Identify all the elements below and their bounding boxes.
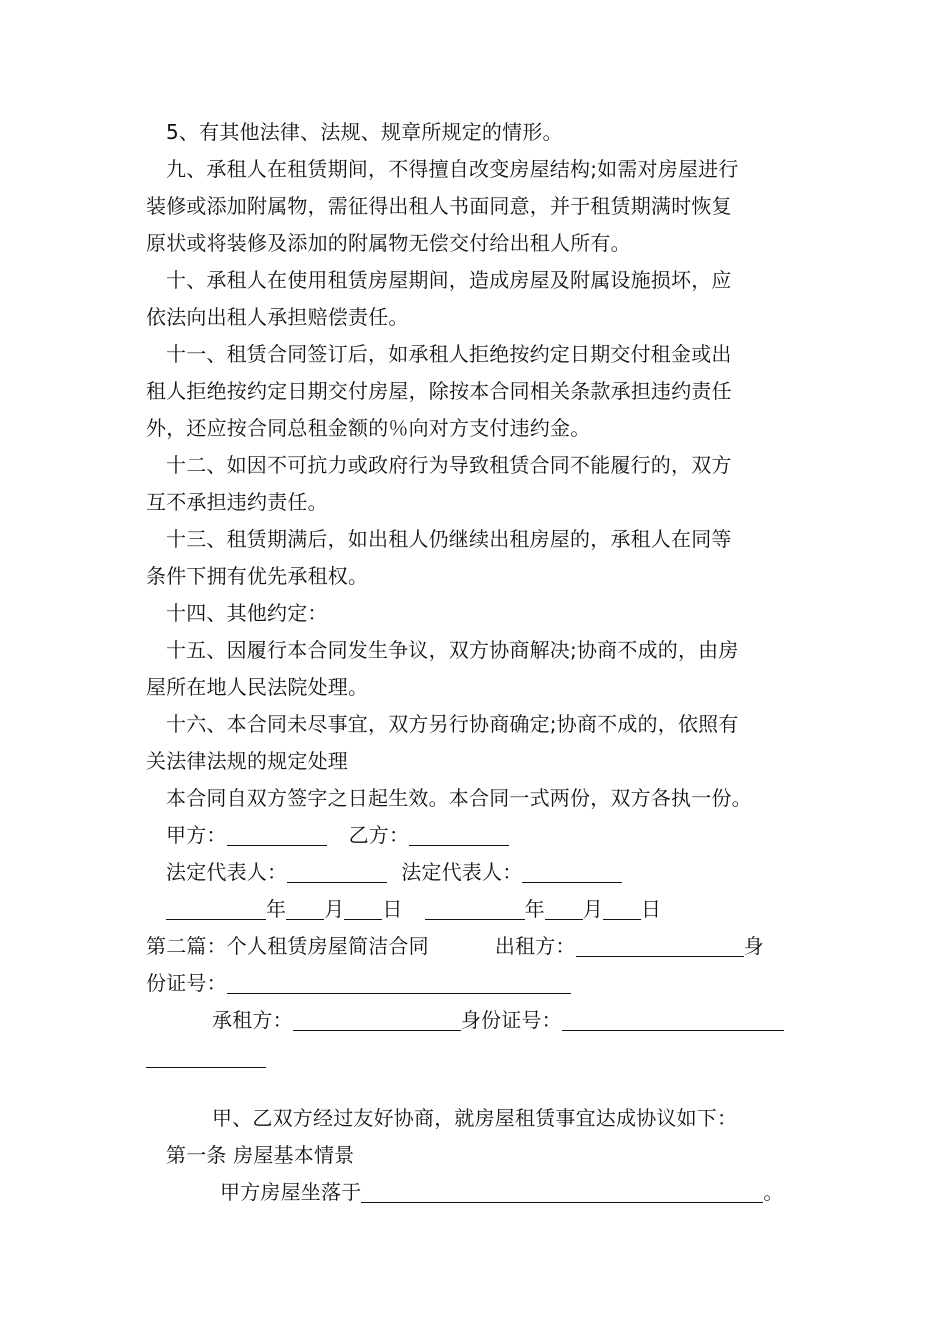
article-one-heading: 第一条 房屋基本情景	[166, 1143, 355, 1167]
location-end-mark: 。	[763, 1180, 784, 1204]
paragraph-line: 本合同自双方签字之日起生效。本合同一式两份，双方各执一份。	[166, 786, 752, 810]
day-a-blank[interactable]	[344, 895, 382, 920]
paragraph-line: 屋所在地人民法院处理。	[146, 675, 369, 699]
lessee-id-label: 身份证号：	[460, 1008, 562, 1032]
lessee-blank[interactable]	[293, 1006, 461, 1031]
paragraph-line: 九、承租人在租赁期间，不得擅自改变房屋结构;如需对房屋进行	[166, 157, 739, 181]
party-a-label: 甲方：	[166, 823, 227, 847]
lessee-line	[146, 1002, 818, 1039]
paragraph-line: 外，还应按合同总租金额的％向对方支付违约金。	[146, 416, 591, 440]
day-b-label: 日	[641, 897, 662, 921]
lessor-id-line	[146, 965, 818, 1002]
lessee-id-continuation	[146, 1039, 818, 1076]
year-b-blank[interactable]	[425, 895, 525, 920]
paragraph-line: 十六、本合同未尽事宜，双方另行协商确定;协商不成的，依照有	[166, 712, 739, 736]
paragraph-line: 关法律法规的规定处理	[146, 749, 348, 773]
paragraph-line: 十一、租赁合同签订后，如承租人拒绝按约定日期交付租金或出	[166, 342, 732, 366]
year-b-label: 年	[524, 897, 545, 921]
lessee-id-blank[interactable]	[562, 1006, 784, 1031]
month-b-label: 月	[582, 897, 604, 921]
location-blank[interactable]	[361, 1178, 763, 1203]
second-contract-title-line	[146, 928, 818, 965]
party-b-label: 乙方：	[348, 823, 410, 847]
day-a-label: 日	[382, 897, 403, 921]
paragraph-line: 条件下拥有优先承租权。	[146, 564, 369, 588]
party-a-blank[interactable]	[227, 821, 327, 846]
legal-rep-line	[146, 854, 818, 891]
document-body	[146, 114, 818, 1211]
paragraph-line: 十五、因履行本合同发生争议，双方协商解决;协商不成的，由房	[166, 638, 739, 662]
lessor-label: 出租方：	[494, 934, 576, 958]
lessor-blank[interactable]	[576, 932, 744, 957]
paragraph-line: 十二、如因不可抗力或政府行为导致租赁合同不能履行的，双方	[166, 453, 732, 477]
lessor-id-blank[interactable]	[227, 969, 571, 994]
party-b-blank[interactable]	[409, 821, 509, 846]
paragraph-line: 原状或将装修及添加的附属物无偿交付给出租人所有。	[146, 231, 631, 255]
second-contract-title: 第二篇：个人租赁房屋简洁合同	[146, 934, 429, 958]
lessee-label: 承租方：	[212, 1008, 293, 1032]
lessor-id-label-part2: 份证号：	[146, 971, 227, 995]
location-label: 甲方房屋坐落于	[220, 1180, 362, 1204]
paragraph-line: 租人拒绝按约定日期交付房屋，除按本合同相关条款承担违约责任	[146, 379, 732, 403]
year-a-blank[interactable]	[166, 895, 266, 920]
signature-party-line	[146, 817, 818, 854]
month-a-blank[interactable]	[286, 895, 324, 920]
paragraph-line: 装修或添加附属物，需征得出租人书面同意，并于租赁期满时恢复	[146, 194, 732, 218]
lessor-id-label-part1: 身	[743, 934, 764, 958]
paragraph-line: 十、承租人在使用租赁房屋期间，造成房屋及附属设施损坏，应	[166, 268, 732, 292]
month-b-blank[interactable]	[545, 895, 583, 920]
paragraph-line: 互不承担违约责任。	[146, 490, 328, 514]
spacer	[146, 1076, 818, 1100]
legal-rep-b-blank[interactable]	[522, 858, 622, 883]
legal-rep-b-label: 法定代表人：	[401, 860, 523, 884]
year-a-label: 年	[266, 897, 287, 921]
legal-rep-a-label: 法定代表人：	[166, 860, 288, 884]
paragraph-line: 十三、租赁期满后，如出租人仍继续出租房屋的，承租人在同等	[166, 527, 732, 551]
paragraph-line: 5、有其他法律、法规、规章所规定的情形。	[166, 120, 563, 144]
paragraph-line: 十四、其他约定：	[166, 601, 328, 625]
paragraph-line: 依法向出租人承担赔偿责任。	[146, 305, 409, 329]
date-line	[146, 891, 818, 928]
location-line	[146, 1174, 818, 1211]
month-a-label: 月	[324, 897, 345, 921]
agreement-intro: 甲、乙双方经过友好协商，就房屋租赁事宜达成协议如下：	[212, 1106, 738, 1130]
legal-rep-a-blank[interactable]	[287, 858, 387, 883]
lessee-id-blank-continued[interactable]	[146, 1043, 266, 1068]
day-b-blank[interactable]	[603, 895, 641, 920]
